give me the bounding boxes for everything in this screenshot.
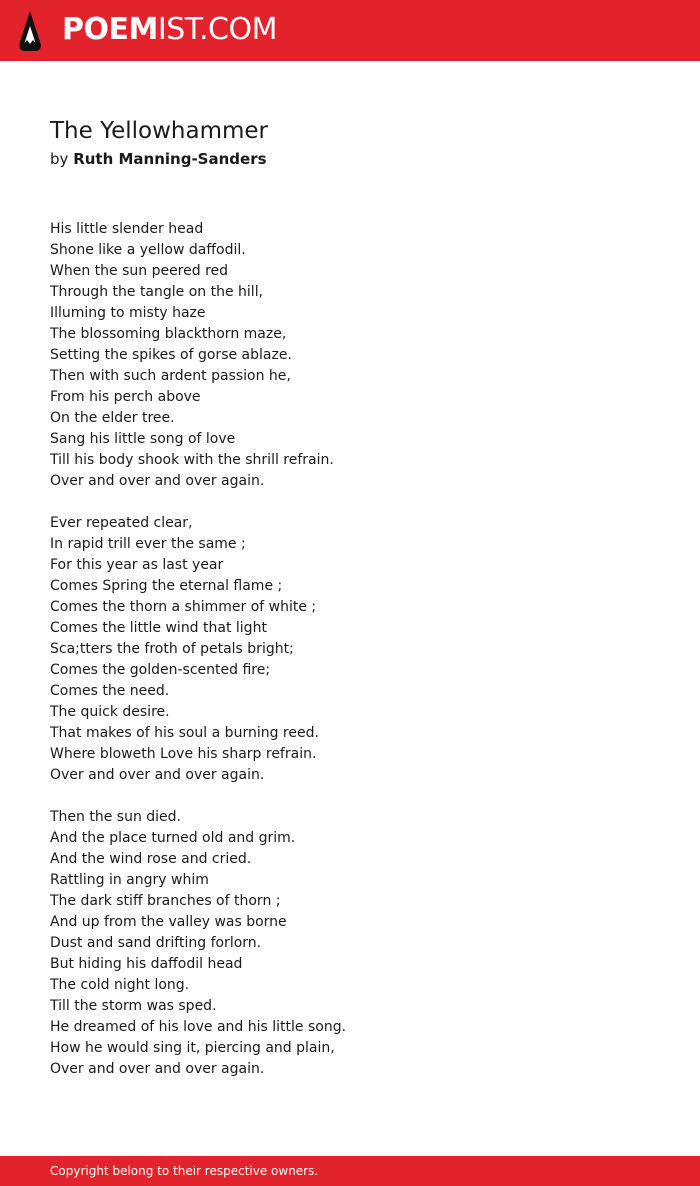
copyright-notice: Copyright belong to their respective owners. [50,1164,319,1178]
poem-line: Rattling in angry whim [50,872,209,888]
poem-line: In rapid trill ever the same ; [50,536,246,552]
poem-line: He dreamed of his love and his little song. [50,1019,347,1035]
poem-line: And the place turned old and grim. [50,830,296,846]
poem-line: Dust and sand drifting forlorn. [50,935,262,951]
by-label: by [50,150,69,168]
author-name: Ruth Manning-Sanders [73,150,267,168]
poem-line: His little slender head [50,221,204,237]
poem-line: Setting the spikes of gorse ablaze. [50,347,292,363]
poem-line: But hiding his daffodil head [50,956,243,972]
brand-name-bold: POEM [62,12,158,47]
poem-stanza [50,513,650,786]
poem-line: And up from the valley was borne [50,914,287,930]
poem-line: Then with such ardent passion he, [50,368,291,384]
poem-line: Where bloweth Love his sharp refrain. [50,746,317,762]
poem-stanza [50,807,650,1080]
byline [50,147,267,171]
poem-line: The blossoming blackthorn maze, [50,326,287,342]
poem-line: Comes the need. [50,683,170,699]
poem-line: Sca;tters the froth of petals bright; [50,641,294,657]
poem-line: How he would sing it, piercing and plain, [50,1040,335,1056]
poem-line: Illuming to misty haze [50,305,206,321]
poem-body [50,219,650,1101]
poem-line: The dark stiff branches of thorn ; [50,893,281,909]
poem-line: The cold night long. [50,977,190,993]
poem-line: And the wind rose and cried. [50,851,252,867]
poem-line: The quick desire. [50,704,170,720]
poem-line: From his perch above [50,389,201,405]
site-footer [0,1156,700,1186]
poem-line: Over and over and over again. [50,1061,265,1077]
poem-line: Over and over and over again. [50,767,265,783]
poem-line: Till the storm was sped. [50,998,217,1014]
site-logo-link[interactable] [62,10,277,50]
poem-line: Comes the little wind that light [50,620,267,636]
poem-line: Till his body shook with the shrill refrain. [50,452,334,468]
poem-line: Comes Spring the eternal flame ; [50,578,283,594]
poem-stanza [50,219,650,492]
poem-line: Comes the golden-scented fire; [50,662,271,678]
poem-line: Then the sun died. [50,809,182,825]
poem-line: Sang his little song of love [50,431,236,447]
pencil-tip-icon[interactable] [16,9,44,53]
poem-line: That makes of his soul a burning reed. [50,725,319,741]
brand-name-light: IST.COM [157,12,277,47]
poem-line: On the elder tree. [50,410,175,426]
poem-line: For this year as last year [50,557,224,573]
poem-line: Through the tangle on the hill, [50,284,264,300]
poem-title: The Yellowhammer [50,118,268,144]
poem-line: Ever repeated clear, [50,515,193,531]
poem-line: When the sun peered red [50,263,229,279]
poem-line: Over and over and over again. [50,473,265,489]
site-header [0,0,700,61]
poem-line: Shone like a yellow daffodil. [50,242,246,258]
poem-line: Comes the thorn a shimmer of white ; [50,599,317,615]
